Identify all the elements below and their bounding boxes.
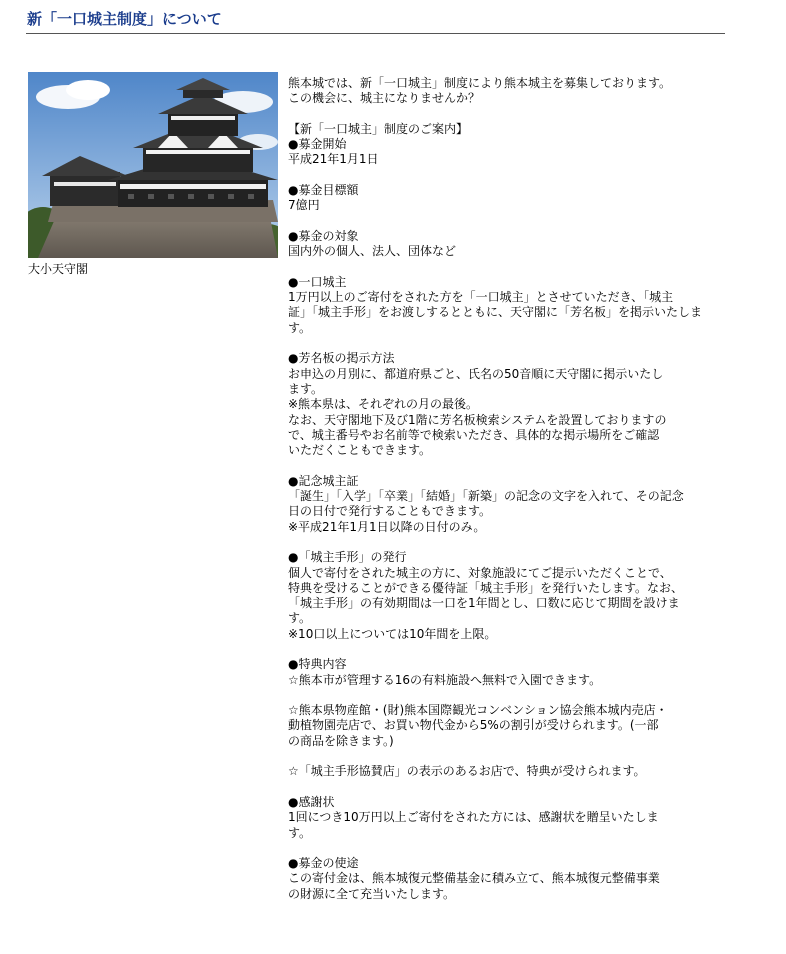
section-heading: ●記念城主証: [288, 473, 359, 488]
section-line: 国内外の個人、法人、団体など: [288, 244, 457, 259]
section-line: 1回につき10万円以上ご寄付をされた方には、感謝状を贈呈いたしま: [288, 810, 659, 825]
section-start-date: [288, 137, 720, 168]
section-line: いただくこともできます。: [288, 443, 432, 458]
section-line: 7億円: [288, 198, 320, 213]
section-line: 証」「城主手形」をお渡しするとともに、天守閣に「芳名板」を掲示いたしま: [288, 305, 703, 320]
section-line: 平成21年1月1日: [288, 152, 379, 167]
section-line: 動植物園売店で、お買い物代金から5%の割引が受けられます。(一部: [288, 718, 659, 733]
section-line: の財源に全て充当いたします。: [288, 886, 456, 901]
section-line: 「城主手形」の有効期間は一口を1年間とし、口数に応じて期間を設けま: [288, 596, 680, 611]
section-heading: ●募金の対象: [288, 228, 359, 243]
section-heading: ●募金開始: [288, 137, 347, 152]
section-line: す。: [288, 320, 312, 335]
section-nameplate: [288, 351, 720, 458]
guide-heading: 【新「一口城主」制度のご案内】: [288, 121, 469, 136]
page-title: 新「一口城主制度」について: [27, 10, 222, 28]
section-line: 日の日付で発行することもできます。: [288, 504, 492, 519]
section-one-unit-lord: [288, 275, 720, 336]
section-benefits: [288, 657, 720, 779]
section-line: この寄付金は、熊本城復元整備基金に積み立て、熊本城復元整備事業: [288, 871, 660, 886]
castle-photo: [28, 72, 278, 258]
article-body: [288, 76, 720, 902]
section-heading: ●募金目標額: [288, 183, 359, 198]
section-line: ※平成21年1月1日以降の日付のみ。: [288, 519, 486, 534]
section-line: 個人で寄付をされた城主の方に、対象施設にてご提示いただくことで、: [288, 565, 672, 580]
title-divider: [26, 33, 725, 34]
section-target-amount: [288, 183, 720, 214]
section-line: ☆熊本県物産館・(財)熊本国際観光コンベンション協会熊本城内売店・: [288, 703, 668, 718]
section-line: ☆熊本市が管理する16の有料施設へ無料で入園できます。: [288, 672, 602, 687]
section-line: の商品を除きます。): [288, 733, 394, 748]
section-heading: ●募金の使途: [288, 856, 359, 871]
section-letter-of-thanks: [288, 795, 720, 841]
section-heading: ●感謝状: [288, 794, 335, 809]
section-lord-pass: [288, 550, 720, 642]
intro-line: 熊本城では、新「一口城主」制度により熊本城主を募集しております。: [288, 76, 672, 90]
section-line: ☆「城主手形協賛店」の表示のあるお店で、特典が受けられます。: [288, 764, 646, 779]
section-heading: ●特典内容: [288, 657, 347, 672]
section-line: 特典を受けることができる優待証「城主手形」を発行いたします。なお、: [288, 580, 684, 595]
section-line: ※10口以上については10年間を上限。: [288, 626, 497, 641]
section-eligibility: [288, 229, 720, 260]
section-line: ※熊本県は、それぞれの月の最後。: [288, 397, 479, 412]
section-heading: ●芳名板の掲示方法: [288, 351, 395, 366]
section-line: 「誕生」「入学」「卒業」「結婚」「新築」の記念の文字を入れて、その記念: [288, 489, 684, 504]
section-line: ます。: [288, 381, 324, 396]
section-line: す。: [288, 825, 312, 840]
section-heading: ●「城主手形」の発行: [288, 550, 407, 565]
section-line: す。: [288, 611, 312, 626]
section-heading: ●一口城主: [288, 274, 347, 289]
photo-caption: 大小天守閣: [28, 262, 89, 276]
intro-line: この機会に、城主になりませんか？: [288, 91, 481, 106]
section-line: なお、天守閣地下及び1階に芳名板検索システムを設置しておりますの: [288, 412, 667, 427]
section-line: お申込の月別に、都道府県ごと、氏名の50音順に天守閣に掲示いたし: [288, 366, 664, 381]
section-line: 1万円以上のご寄付をされた方を「一口城主」とさせていただき、「城主: [288, 290, 674, 305]
section-commemorative-certificate: [288, 474, 720, 535]
section-use-of-funds: [288, 856, 720, 902]
section-line: で、城主番号やお名前等で検索いただき、具体的な掲示場所をご確認: [288, 427, 660, 442]
